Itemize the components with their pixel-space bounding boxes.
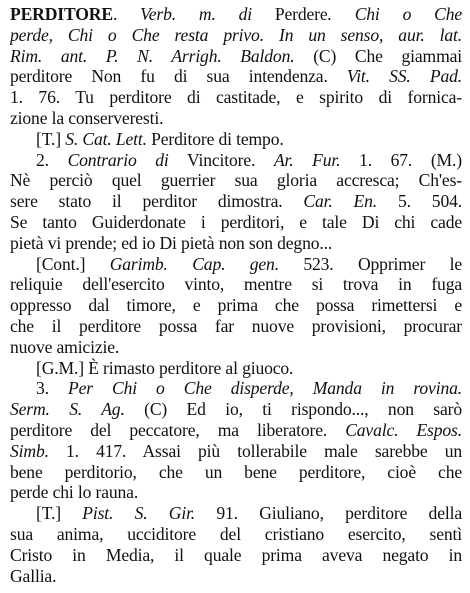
- text-segment: 5. 504.: [377, 191, 462, 212]
- text-segment: nuove amicizie.: [10, 336, 120, 357]
- entry-line: [10, 482, 462, 503]
- text-segment: sua anima, ucciditore del cristiano esercito, sentì: [10, 523, 462, 544]
- entry-line: [10, 378, 462, 399]
- entry-line: [10, 399, 462, 420]
- text-segment: oppresso dal timore, e prima che possa rimettersi e: [10, 295, 462, 316]
- entry-line: [10, 274, 462, 295]
- text-segment: Nè perciò quel guerrier sua gloria accresca; Ch'es-: [10, 170, 462, 191]
- entry-line: [10, 129, 462, 150]
- text-segment: Perditore di tempo.: [146, 128, 284, 149]
- italic-text: Pist. S. Gir.: [82, 503, 196, 524]
- entry-line: [10, 503, 462, 524]
- text-segment: reliquie dell'esercito vinto, mentre si trova in fuga: [10, 274, 462, 295]
- entry-line: [10, 441, 462, 462]
- text-segment: (C) Che giammai: [294, 45, 462, 66]
- text-segment: perditore Non fu di sua intendenza.: [10, 66, 347, 87]
- text-segment: [Cont.]: [36, 253, 110, 274]
- italic-text: Cavalc. Espos.: [345, 419, 462, 440]
- text-segment: (C) Ed io, ti rispondo..., non sarò: [124, 399, 462, 420]
- italic-text: S. Cat. Lett.: [65, 128, 147, 149]
- entry-line: [10, 524, 462, 545]
- entry-line: [10, 150, 462, 171]
- text-segment: zione la conserveresti.: [10, 107, 164, 128]
- text-segment: 3.: [36, 378, 68, 399]
- entry-line: [10, 66, 462, 87]
- text-segment: perde chi lo rauna.: [10, 482, 139, 503]
- text-segment: pietà vi prende; ed io Di pietà non son degno...: [10, 232, 333, 253]
- italic-text: Car. En.: [303, 191, 378, 212]
- text-segment: 2.: [36, 149, 68, 170]
- italic-text: Vit. SS. Pad.: [346, 66, 462, 87]
- text-segment: 1. 67. (M.): [340, 149, 462, 170]
- entry-line: [10, 170, 462, 191]
- text-segment: Se tanto Guiderdonate i perditori, e tale Di chi cade: [10, 211, 462, 232]
- italic-text: Contrario di: [67, 149, 169, 170]
- text-segment: [T.]: [36, 503, 83, 524]
- text-segment: perditore del peccatore, ma liberatore.: [10, 419, 346, 440]
- entry-line: [10, 212, 462, 233]
- text-segment: Perdere: [274, 4, 328, 24]
- entry-line: [10, 295, 462, 316]
- entry-line: [10, 462, 462, 483]
- text-segment: Gallia.: [10, 565, 57, 586]
- italic-text: Simb.: [10, 440, 49, 461]
- italic-text: Garimb. Cap. gen.: [109, 253, 279, 274]
- italic-text: . Chi o Che: [327, 4, 462, 24]
- text-segment: che il perditore possa far nuove provisioni, procurar: [10, 315, 462, 336]
- entry-line: [10, 358, 462, 379]
- entry-line: [10, 4, 462, 25]
- entry-line: [10, 337, 462, 358]
- text-segment: Cristo in Media, il quale prima aveva negato in: [10, 544, 462, 565]
- text-segment: 523. Opprimer le: [278, 253, 462, 274]
- entry-line: [10, 108, 462, 129]
- headword: PERDITORE: [10, 4, 113, 24]
- entry-line: [10, 545, 462, 566]
- entry-line: [10, 191, 462, 212]
- italic-text: perde, Chi o Che resta privo. In un senso, aur. lat.: [10, 24, 462, 45]
- entry-line: [10, 87, 462, 108]
- entry-line: [10, 25, 462, 46]
- text-segment: [T.]: [36, 128, 66, 149]
- text-segment: sere stato il perditor dimostra.: [10, 191, 304, 212]
- entry-line: [10, 316, 462, 337]
- text-segment: 91. Giuliano, perditore della: [195, 503, 462, 524]
- entry-line: [10, 420, 462, 441]
- italic-text: Per Chi o Che disperde, Manda in rovina.: [67, 378, 462, 399]
- text-segment: 1. 417. Assai più tollerabile male sarebbe un: [48, 440, 462, 461]
- text-segment: .: [112, 4, 141, 24]
- entry-line: [10, 254, 462, 275]
- entry-line: [10, 46, 462, 67]
- text-segment: bene perditorio, che un bene perditore, cioè che: [10, 461, 462, 482]
- dictionary-entry: [10, 4, 462, 586]
- text-segment: [G.M.] È rimasto perditore al giuoco.: [36, 357, 294, 378]
- entry-line: [10, 233, 462, 254]
- italic-text: Serm. S. Ag.: [10, 399, 125, 420]
- text-segment: Vincitore.: [168, 149, 274, 170]
- text-segment: 1. 76. Tu perditore di castitade, e spirito di fornica-: [10, 87, 462, 108]
- italic-text: Verb. m. di: [140, 4, 275, 24]
- italic-text: Ar. Fur.: [273, 149, 341, 170]
- entry-line: [10, 566, 462, 587]
- italic-text: Rim. ant. P. N. Arrigh. Baldon.: [10, 45, 295, 66]
